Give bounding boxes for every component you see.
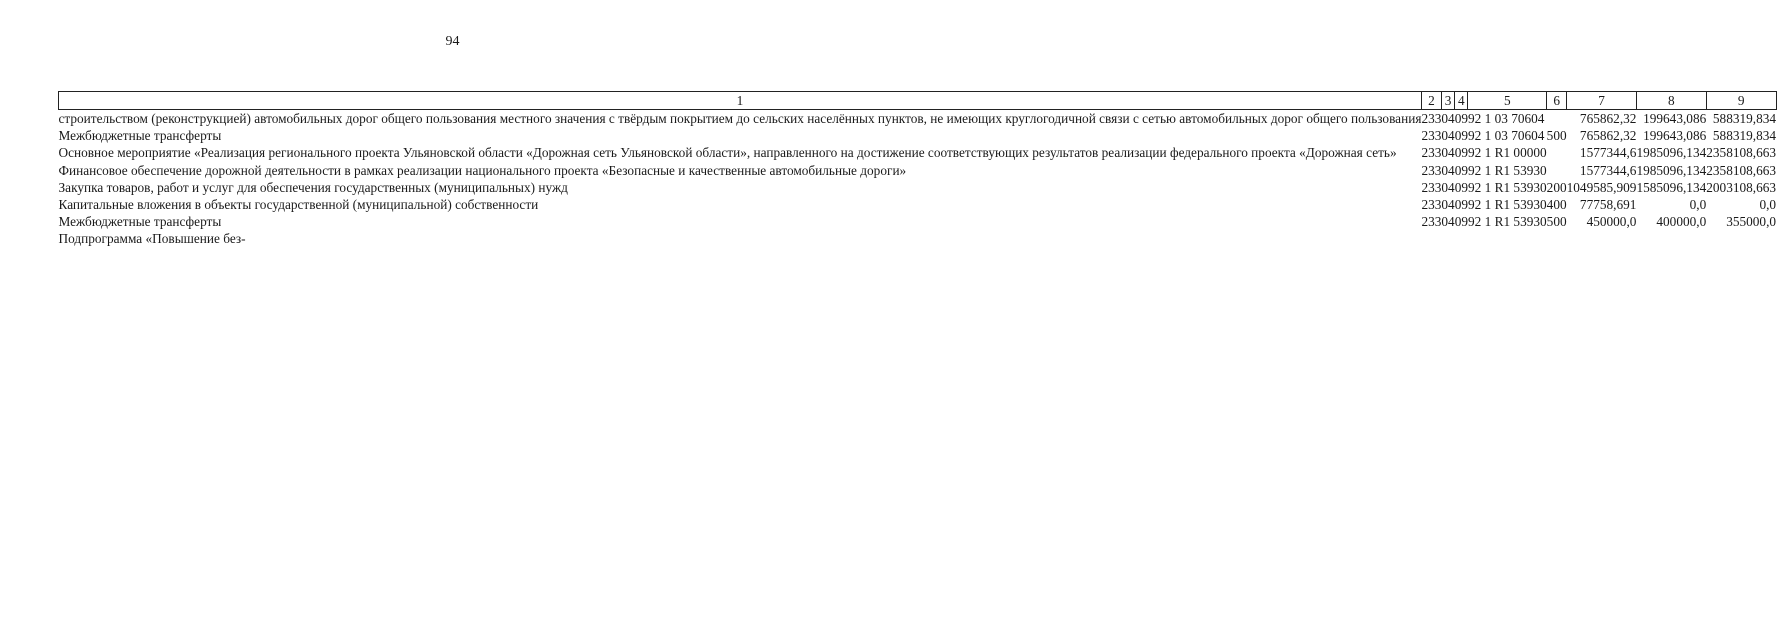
row-amount-1-cell: 765862,32 [1579,111,1637,126]
row-section-cell: 04 [1441,179,1455,195]
row-amount-2-cell: 199643,086 [1643,111,1707,126]
row-code-cell: 233 [1421,111,1442,126]
row-section-cell: 04 [1441,197,1455,213]
row-amount-3-cell: 2358108,663 [1706,145,1777,161]
row-amount-1-cell: 765862,32 [1579,128,1637,144]
row-code-cell: 233 [1421,162,1442,178]
row-amount-3-cell: 588319,834 [1712,111,1777,126]
row-expense-type-cell: 500 [1546,128,1567,144]
row-name-cell: Межбюджетные трансферты [58,214,222,230]
row-subsection-cell: 09 [1454,162,1468,178]
header-row [59,92,1777,110]
row-expense-type-cell: 400 [1546,197,1567,213]
row-section-cell: 04 [1441,128,1455,144]
row-amount-2-cell: 1985096,134 [1636,162,1707,178]
row-amount-1-cell [1567,230,1637,247]
row-expense-type-cell: 200 [1546,179,1567,195]
row-amount-2-cell: 1585096,134 [1636,179,1707,195]
row-section-cell: 04 [1441,111,1455,126]
row-subsection-cell: 09 [1454,111,1468,126]
row-code-cell: 233 [1421,179,1442,195]
row-target-cell: 92 1 03 70604 [1467,111,1545,126]
row-amount-2-cell: 199643,086 [1643,128,1707,144]
header-col-7: 7 [1567,92,1637,110]
row-amount-2-cell: 400000,0 [1656,214,1707,230]
row-expense-type-cell: 500 [1546,214,1567,230]
row-subsection-cell: 09 [1454,214,1468,230]
row-amount-1-cell: 1577344,6 [1579,162,1637,178]
row-target-cell: 92 1 R1 53930 [1467,179,1547,195]
row-target-cell: 92 1 R1 53930 [1467,197,1547,213]
row-subsection-cell: 09 [1454,179,1468,195]
row-amount-3-cell: 355000,0 [1726,214,1777,230]
row-name-cell: Закупка товаров, работ и услуг для обеспечения государственных (муниципальных) нужд [58,179,568,195]
row-code-cell: 233 [1421,128,1442,144]
budget-table [58,91,1777,248]
row-expense-type-cell [1547,110,1567,128]
row-expense-type-cell [1547,144,1567,161]
row-code-cell: 233 [1421,214,1442,230]
table-row [59,196,1777,213]
header-col-4: 4 [1455,92,1468,110]
row-code-cell: 233 [1421,145,1442,161]
row-section-cell: 04 [1441,162,1455,178]
row-target-cell [1468,230,1547,247]
row-amount-1-cell: 450000,0 [1586,214,1637,230]
row-target-cell: 92 1 03 70604 [1467,128,1545,144]
row-amount-2-cell: 0,0 [1689,197,1707,213]
header-col-1: 1 [59,92,1422,110]
row-name-cell: Капитальные вложения в объекты государственной (муниципальной) собственности [58,197,539,213]
page-number: 94 [445,34,460,49]
row-section-cell: 04 [1441,214,1455,230]
row-amount-3-cell: 2358108,663 [1706,162,1777,178]
row-target-cell: 92 1 R1 53930 [1467,214,1547,230]
row-code-cell [1421,230,1441,247]
row-target-cell: 92 1 R1 53930 [1467,162,1547,178]
header-col-2: 2 [1421,92,1441,110]
row-amount-2-cell [1636,230,1706,247]
row-subsection-cell: 09 [1454,197,1468,213]
row-expense-type-cell [1547,162,1567,179]
row-section-cell: 04 [1441,145,1455,161]
row-amount-2-cell: 1985096,134 [1636,145,1707,161]
table-row [59,110,1777,128]
header-col-9: 9 [1706,92,1776,110]
row-name-cell: Подпрограмма «Повышение без- [58,231,246,247]
row-amount-3-cell: 588319,834 [1712,128,1777,144]
row-subsection-cell: 09 [1454,145,1468,161]
row-name-cell: Основное мероприятие «Реализация регионального проекта Ульяновской области «Дорожная сеть Ульяновской области», направленного на достижение соответствующих результатов реализации федерального проекта «Дорожная сеть» [58,145,1397,161]
table-row [59,179,1777,196]
row-name-cell: Межбюджетные трансферты [58,128,222,144]
row-subsection-cell [1455,230,1468,247]
table-row [59,230,1777,247]
row-amount-3-cell [1706,230,1776,247]
row-name-cell: Финансовое обеспечение дорожной деятельности в рамках реализации национального проекта «Безопасные и качественные автомобильные дороги» [58,162,907,178]
row-amount-1-cell: 1577344,6 [1579,145,1637,161]
row-name-cell: строительством (реконструкцией) автомобильных дорог общего пользования местного значения с твёрдым покрытием до сельских населённых пунктов, не имеющих круглогодичной связи с сетью автомобильных дорог общего пользования [58,111,1422,126]
header-col-3: 3 [1441,92,1454,110]
row-amount-1-cell: 77758,691 [1579,197,1637,213]
header-col-5: 5 [1468,92,1547,110]
row-expense-type-cell [1547,230,1567,247]
row-code-cell: 233 [1421,197,1442,213]
row-subsection-cell: 09 [1454,128,1468,144]
row-amount-3-cell: 0,0 [1759,197,1777,213]
table-row [59,144,1777,161]
table-row [59,213,1777,230]
table-row [59,162,1777,179]
table-body [59,110,1777,248]
row-amount-3-cell: 2003108,663 [1706,179,1777,195]
header-col-8: 8 [1636,92,1706,110]
header-col-6: 6 [1547,92,1567,110]
table-row [59,127,1777,144]
row-target-cell: 92 1 R1 00000 [1467,145,1547,161]
row-section-cell [1441,230,1454,247]
row-amount-1-cell: 1049585,909 [1566,179,1637,195]
